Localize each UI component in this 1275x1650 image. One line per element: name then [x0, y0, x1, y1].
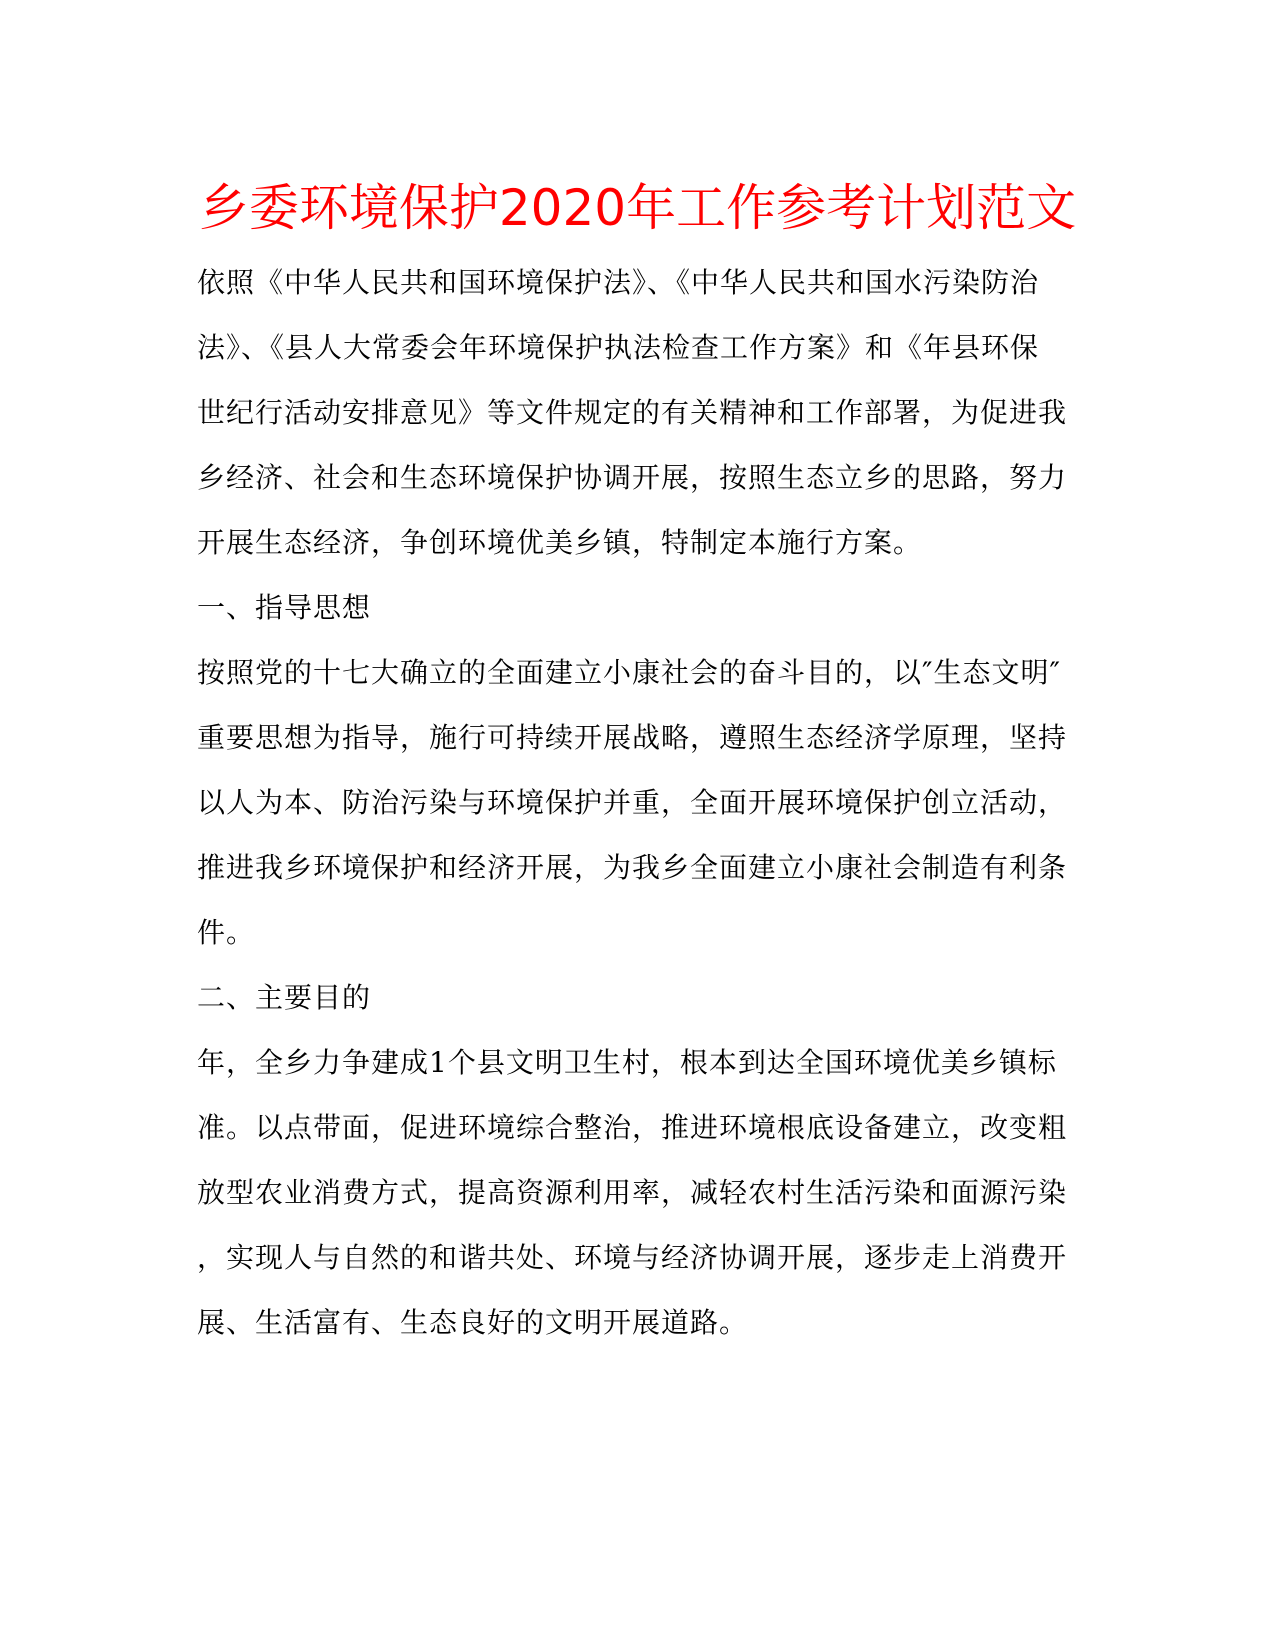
section-heading-guiding-thought: 一、指导思想 [197, 591, 372, 624]
body-line: 件。 [197, 916, 256, 949]
body-line: 放型农业消费方式，提高资源利用率，减轻农村生活污染和面源污染 [197, 1176, 1068, 1209]
body-line: 开展生态经济，争创环境优美乡镇，特制定本施行方案。 [197, 526, 923, 559]
document-body [197, 250, 1077, 1355]
body-line: 乡经济、社会和生态环境保护协调开展，按照生态立乡的思路，努力 [197, 461, 1068, 494]
body-line: 依照《中华人民共和国环境保护法》、《中华人民共和国水污染防治 [197, 266, 1040, 299]
body-line: 法》、《县人大常委会年环境保护执法检查工作方案》和《年县环保 [197, 331, 1040, 364]
body-line: 以人为本、防治污染与环境保护并重，全面开展环境保护创立活动， [197, 786, 1068, 819]
section-heading-main-goals: 二、主要目的 [197, 981, 372, 1014]
document-title: 乡委环境保护2020年工作参考计划范文 [198, 179, 1077, 237]
body-line: 世纪行活动安排意见》等文件规定的有关精神和工作部署，为促进我 [197, 396, 1068, 429]
body-line: ，实现人与自然的和谐共处、环境与经济协调开展，逐步走上消费开 [197, 1241, 1068, 1274]
body-line: 推进我乡环境保护和经济开展，为我乡全面建立小康社会制造有利条 [197, 851, 1068, 884]
body-line: 展、生活富有、生态良好的文明开展道路。 [197, 1306, 749, 1339]
body-line: 准。以点带面，促进环境综合整治，推进环境根底设备建立，改变粗 [197, 1111, 1068, 1144]
body-line: 按照党的十七大确立的全面建立小康社会的奋斗目的，以″生态文明″ [197, 656, 1061, 689]
body-line: 重要思想为指导，施行可持续开展战略，遵照生态经济学原理，坚持 [197, 721, 1068, 754]
body-line: 年，全乡力争建成1个县文明卫生村，根本到达全国环境优美乡镇标 [197, 1046, 1057, 1079]
